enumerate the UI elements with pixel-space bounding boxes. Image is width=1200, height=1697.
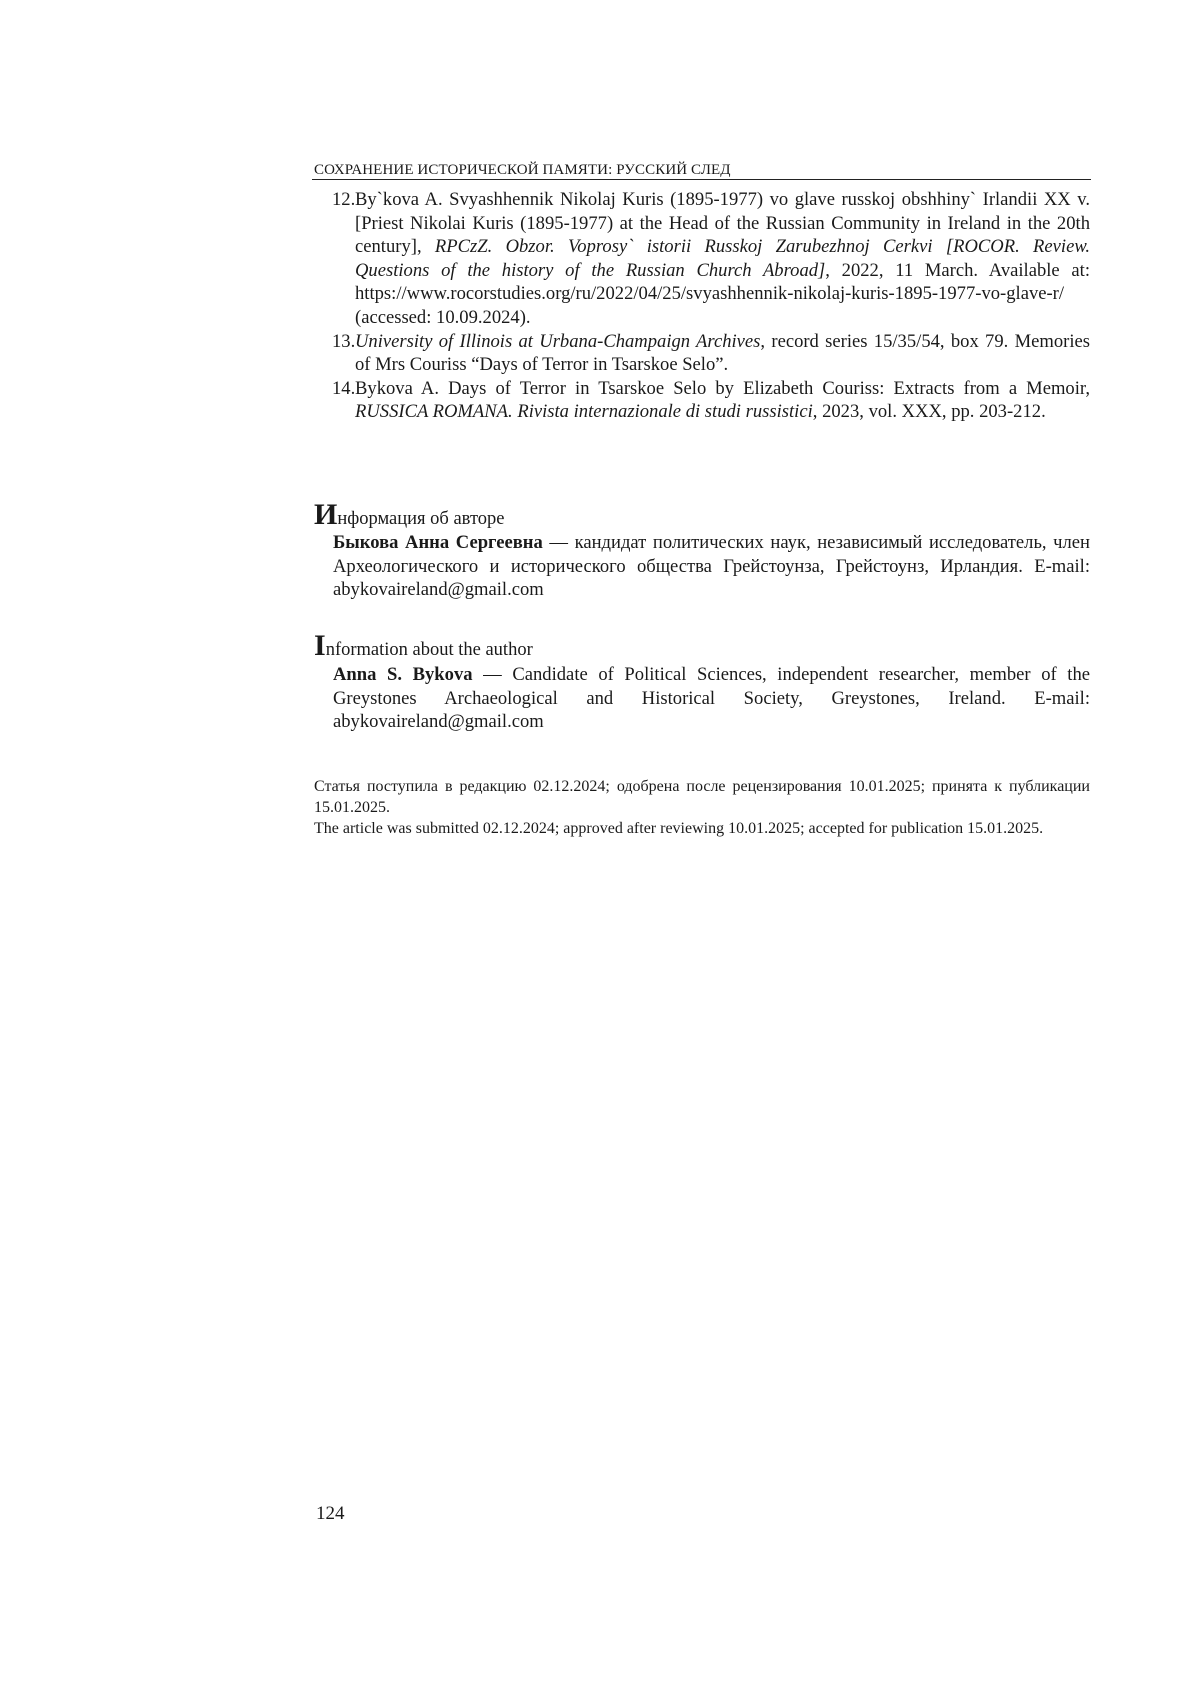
reference-list [314,188,1090,424]
submission-dates-ru: Статья поступила в редакцию 02.12.2024; одобрена после рецензирования 10.01.2025; принята к публикации 15.01.2025. [314,778,1090,816]
header-rule [312,179,1091,180]
heading-initial: И [314,498,338,531]
reference-source: RPCzZ. Obzor. Voprosy` istorii Russkoj Zarubezhnoj Cerkvi [ROCOR. Review. Questions of the history of the Russian Church Abroad] [355,236,1090,281]
heading-initial: I [314,629,326,662]
reference-item [314,188,1090,330]
reference-text: , 2022, 11 March. Available at: https://www.rocorstudies.org/ru/2022/04/25/svyashhennik-nikolaj-kuris-1895-1977-vo-glave-r/ (accessed: 10.09.2024). [355,259,1090,328]
reference-item [314,330,1090,377]
author-info-ru [333,531,1090,602]
reference-number: 14. [332,377,356,399]
author-description: — кандидат политических наук, независимый исследователь, член Археологического и исторического общества Грейстоунза, Грейстоунз, Ирландия. E-mail: abykovaireland@gmail.com [333,532,1090,601]
reference-source: RUSSICA ROMANA. Rivista internazionale di studi russistici [355,401,813,423]
reference-text: Bykova A. Days of Terror in Tsarskoe Selo by Elizabeth Couriss: Extracts from a Memoir, [355,377,1090,399]
running-header: СОХРАНЕНИЕ ИСТОРИЧЕСКОЙ ПАМЯТИ: РУССКИЙ СЛЕД [314,162,731,178]
reference-number: 12. [332,189,356,210]
reference-source: University of Illinois at Urbana-Champaign Archives [355,330,761,352]
author-info-heading-en [314,629,1090,663]
author-info-heading-ru [314,498,1090,532]
reference-text: , record series 15/35/54, box 79. Memories of Mrs Couriss “Days of Terror in Tsarskoe Selo”. [355,330,1090,376]
heading-text: нформация об авторе [337,509,505,529]
reference-text: By`kova A. Svyashhennik Nikolaj Kuris (1895-1977) vo glave russkoj obshhiny` Irlandii XX v. [Priest Nikolai Kuris (1895-1977) at the Head of the Russian Community in Ireland in the 20th century], [355,189,1090,258]
reference-number: 13. [332,330,356,352]
submission-dates-en: The article was submitted 02.12.2024; approved after reviewing 10.01.2025; accepted for publication 15.01.2025. [314,820,1044,837]
author-info-en [333,663,1090,734]
page-number: 124 [316,1503,345,1524]
heading-text: nformation about the author [325,640,533,660]
reference-text: , 2023, vol. XXX, pp. 203-212. [812,401,1046,423]
reference-item [314,377,1090,424]
author-description: — Candidate of Political Sciences, independent researcher, member of the Greystones Archaeological and Historical Society, Greystones, Ireland. E-mail: abykovaireland@gmail.com [333,664,1090,733]
author-name: Anna S. Bykova [333,664,473,685]
author-name: Быкова Анна Сергеевна [333,532,543,553]
